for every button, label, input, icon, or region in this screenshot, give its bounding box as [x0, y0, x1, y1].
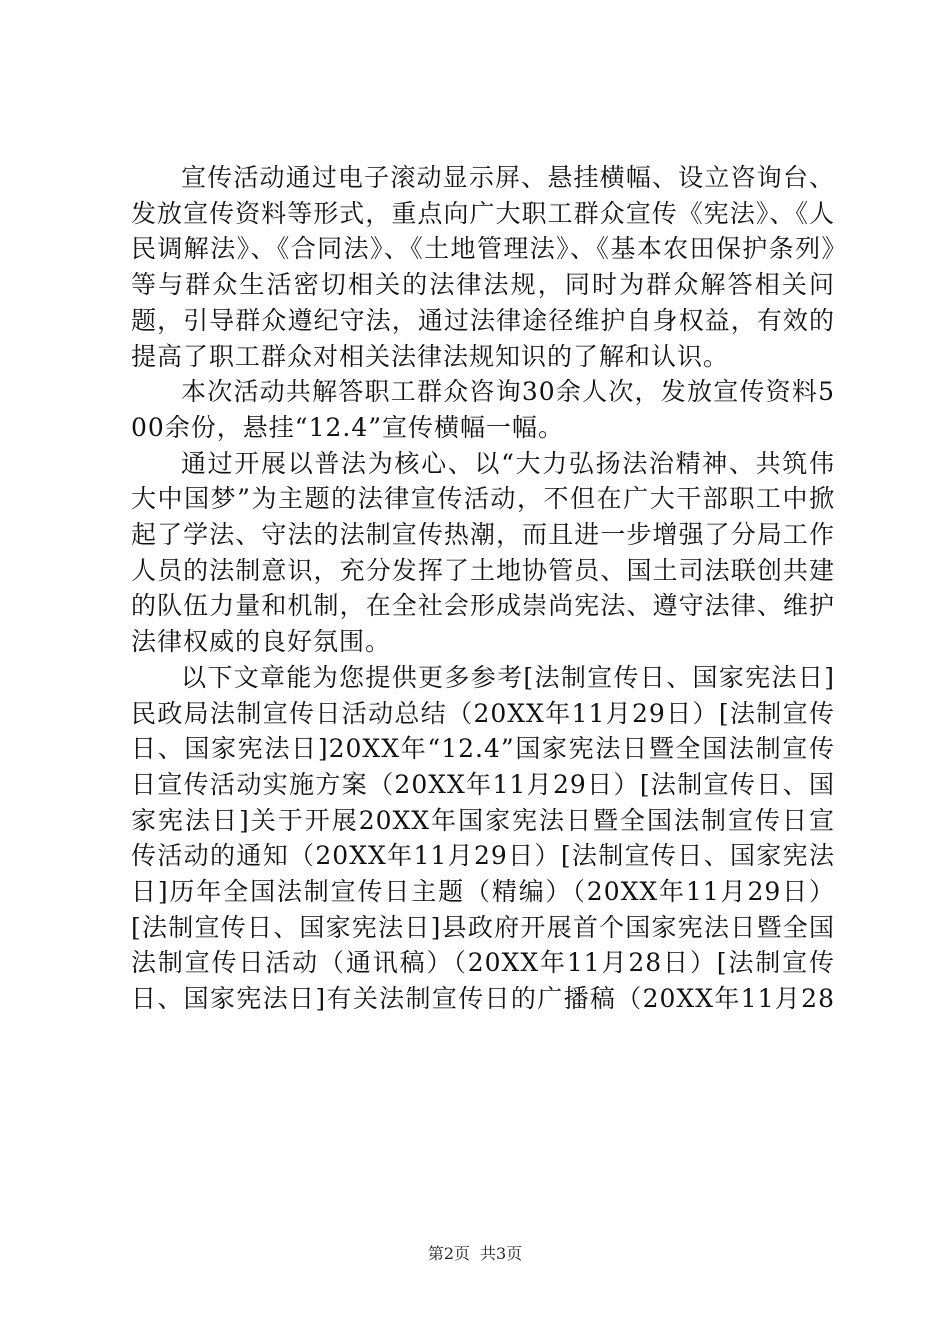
page-footer	[0, 1244, 950, 1264]
page-number-current: 第2页	[427, 1244, 470, 1263]
paragraph-activity-effects: 通过开展以普法为核心、以“大力弘扬法治精神、共筑伟大中国梦”为主题的法律宣传活动，不但在广大干部职工中掀起了学法、守法的法制宣传热潮，而且进一步增强了分局工作人员的法制意识，充分发挥了土地协管员、国土司法联创共建的队伍力量和机制，在全社会形成崇尚宪法、遵守法律、维护法律权威的良好氛围。	[131, 448, 835, 657]
paragraph-related-articles: 以下文章能为您提供更多参考[法制宣传日、国家宪法日]民政局法制宣传日活动总结（20XX年11月29日）[法制宣传日、国家宪法日]20XX年“12.4”国家宪法日暨全国法制宣传日宣传活动实施方案（20XX年11月29日）[法制宣传日、国家宪法日]关于开展20XX年国家宪法日暨全国法制宣传日宣传活动的通知（20XX年11月29日）[法制宣传日、国家宪法日]历年全国法制宣传日主题（精编）（20XX年11月29日）[法制宣传日、国家宪法日]县政府开展首个国家宪法日暨全国法制宣传日活动（通讯稿）（20XX年11月28日）[法制宣传日、国家宪法日]有关法制宣传日的广播稿（20XX年11月28	[131, 662, 835, 1014]
page-number-total: 共3页	[480, 1244, 523, 1263]
paragraph-activity-stats: 本次活动共解答职工群众咨询30余人次，发放宣传资料500余份，悬挂“12.4”宣传横幅一幅。	[131, 377, 835, 442]
paragraph-activity-forms: 宣传活动通过电子滚动显示屏、悬挂横幅、设立咨询台、发放宣传资料等形式，重点向广大职工群众宣传《宪法》、《人民调解法》、《合同法》、《土地管理法》、《基本农田保护条列》等与群众生活密切相关的法律法规，同时为群众解答相关问题，引导群众遵纪守法，通过法律途径维护自身权益，有效的提高了职工群众对相关法律法规知识的了解和认识。	[131, 163, 835, 371]
document-body	[131, 160, 835, 1017]
